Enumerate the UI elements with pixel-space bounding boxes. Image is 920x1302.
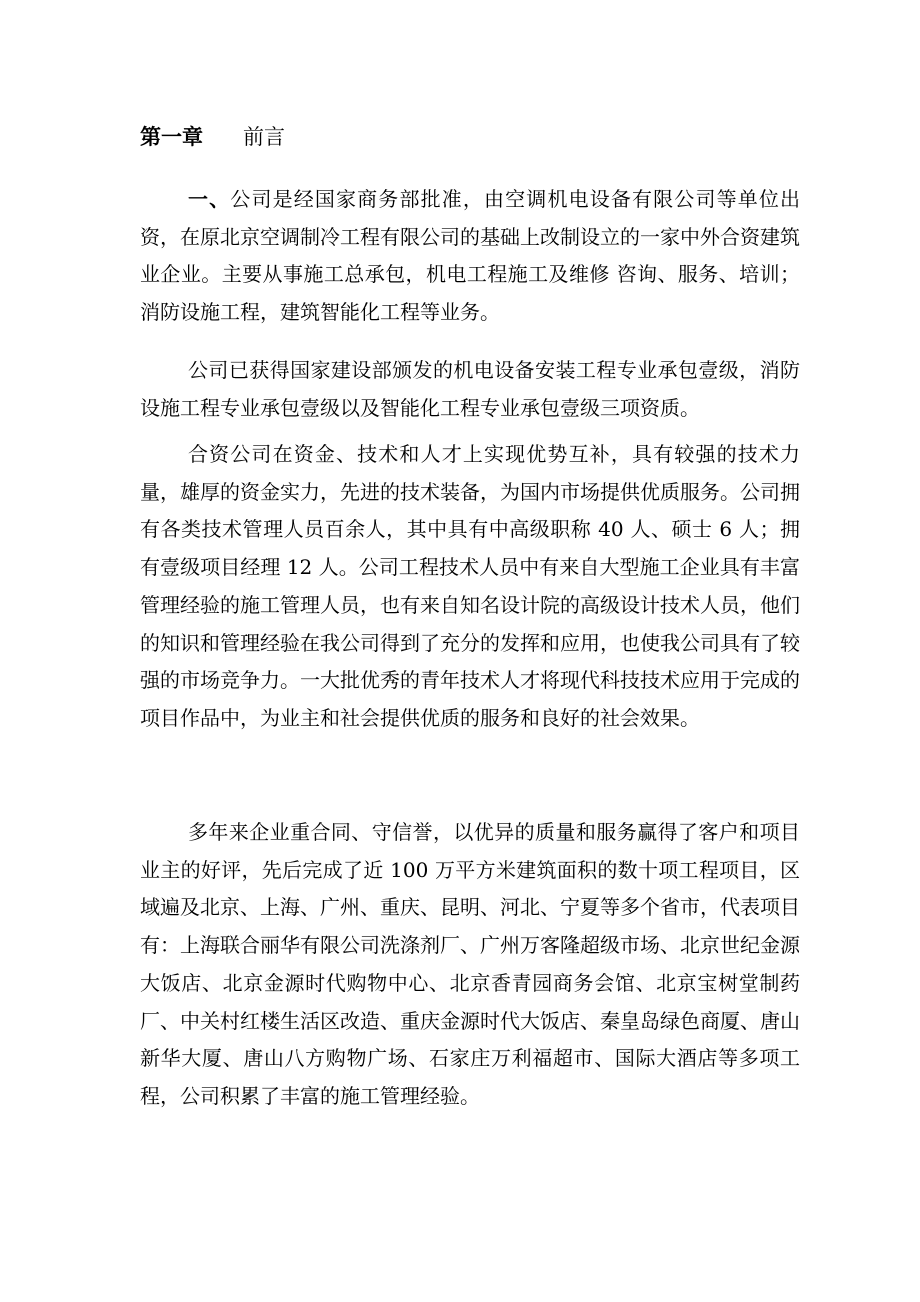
paragraph-text: 多年来企业重合同、守信誉，以优异的质量和服务赢得了客户和项目业主的好评，先后完成了近 100 万平方米建筑面积的数十项工程项目，区域遍及北京、上海、广州、重庆、昆明、河北、宁夏等多个省市，代表项目有：上海联合丽华有限公司洗涤剂厂、广州万客隆超级市场、北京世纪金源大饭店、北京金源时代购物中心、北京香青园商务会馆、北京宝树堂制药厂、中关村红楼生活区改造、重庆金源时代大饭店、秦皇岛绿色商厦、唐山新华大厦、唐山八方购物广场、石家庄万利福超市、国际大酒店等多项工程，公司积累了丰富的施工管理经验。	[140, 820, 800, 1108]
paragraph-text: 合资公司在资金、技术和人才上实现优势互补，具有较强的技术力量，雄厚的资金实力，先进的技术装备，为国内市场提供优质服务。公司拥有各类技术管理人员百余人，其中具有中高级职称 40 人、硕士 6 人；拥有壹级项目经理 12 人。公司工程技术人员中有来自大型施工企业具有丰富管理经验的施工管理人员，也有来自知名设计院的高级设计技术人员，他们的知识和管理经验在我公司得到了充分的发挥和应用，也使我公司具有了较强的市场竞争力。一大批优秀的青年技术人才将现代科技技术应用于完成的项目作品中，为业主和社会提供优质的服务和良好的社会效果。	[140, 442, 800, 730]
chapter-heading	[140, 122, 285, 152]
chapter-title: 前言	[243, 125, 285, 149]
paragraph-qualifications	[140, 352, 800, 427]
paragraph-company-intro	[140, 181, 800, 332]
section-marker: 一、	[188, 187, 231, 211]
paragraph-text: 公司已获得国家建设部颁发的机电设备安装工程专业承包壹级，消防设施工程专业承包壹级以及智能化工程专业承包壹级三项资质。	[140, 358, 800, 420]
paragraph-projects	[140, 814, 800, 1116]
paragraph-text: 公司是经国家商务部批准，由空调机电设备有限公司等单位出资，在原北京空调制冷工程有限公司的基础上改制设立的一家中外合资建筑业企业。主要从事施工总承包，机电工程施工及维修 咨询、服务、培训；消防设施工程，建筑智能化工程等业务。	[140, 187, 801, 325]
chapter-number: 第一章	[140, 124, 203, 149]
paragraph-strengths	[140, 436, 800, 738]
